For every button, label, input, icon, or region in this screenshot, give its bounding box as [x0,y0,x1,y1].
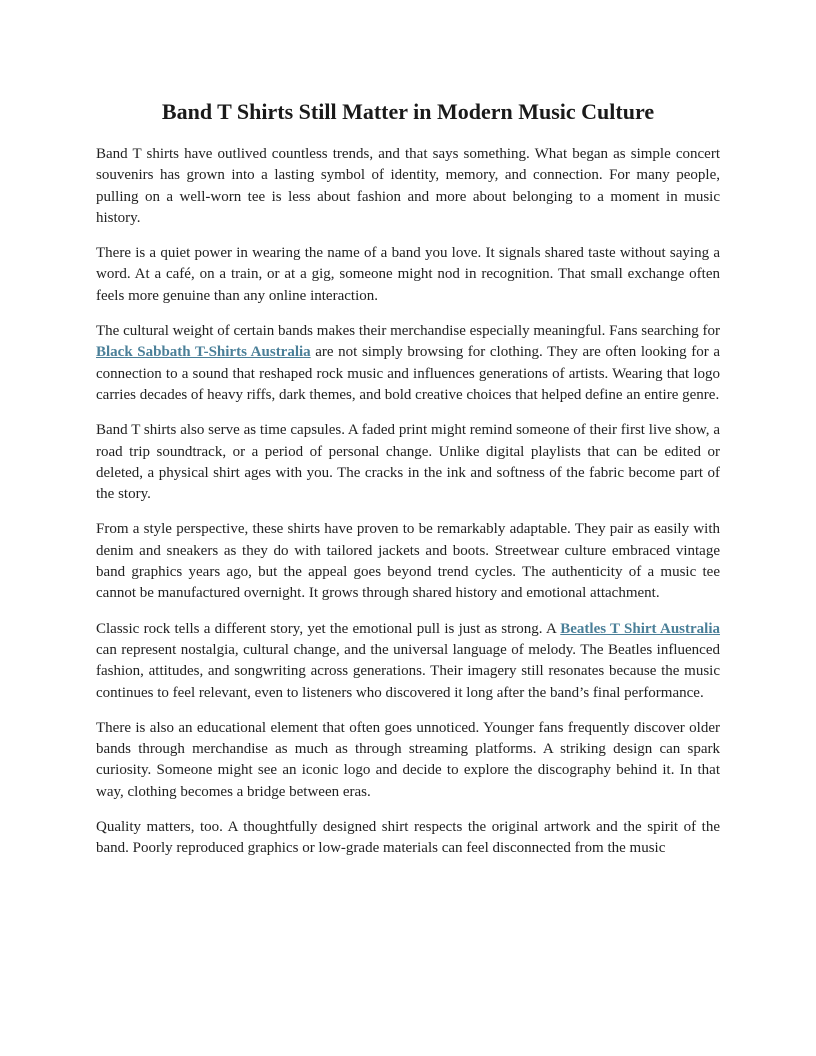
paragraph-6-text-after: can represent nostalgia, cultural change, and the universal language of melody. The Beatles influenced fashion, attitudes, and songwriting across generations. Their imagery still resonates because the music continues to feel relevant, even to listeners who discovered it long after the band’s final performance. [96,641,720,701]
paragraph-3-text-before: The cultural weight of certain bands makes their merchandise especially meaningful. Fans searching for [96,323,720,340]
paragraph-1: Band T shirts have outlived countless trends, and that says something. What began as simple concert souvenirs has grown into a lasting symbol of identity, memory, and connection. For many people, pulling on a well-worn tee is less about fashion and more about belonging to a moment in music history. [96,146,720,226]
article-body [96,144,720,874]
black-sabbath-tshirts-link[interactable]: Black Sabbath T-Shirts Australia [96,344,311,361]
paragraph-5: From a style perspective, these shirts have proven to be remarkably adaptable. They pair as easily with denim and sneakers as they do with tailored jackets and boots. Streetwear culture embraced vintage band graphics years ago, but the appeal goes beyond trend cycles. The authenticity of a music tee cannot be manufactured overnight. It grows through shared history and emotional attachment. [96,521,720,602]
beatles-tshirt-link[interactable]: Beatles T Shirt Australia [560,620,720,637]
paragraph-6-text-before: Classic rock tells a different story, yet the emotional pull is just as strong. A [96,620,561,637]
paragraph-7: There is also an educational element that often goes unnoticed. Younger fans frequently discover older bands through merchandise as much as through streaming platforms. A striking design can spark curiosity. Someone might see an iconic logo and decide to explore the discography behind it. In that way, clothing becomes a bridge between eras. [96,719,720,800]
page-title: Band T Shirts Still Matter in Modern Music Culture [161,99,655,124]
paragraph-4: Band T shirts also serve as time capsules. A faded print might remind someone of their first live show, a road trip soundtrack, or a period of personal change. Unlike digital playlists that can be edited or deleted, a physical shirt ages with you. The cracks in the ink and softness of the fabric become part of the story. [96,422,720,503]
paragraph-6 [96,619,720,704]
paragraph-8: Quality matters, too. A thoughtfully designed shirt respects the original artwork and the spirit of the band. Poorly reproduced graphics or low-grade materials can feel disconnected from the music [96,819,720,857]
paragraph-2: There is a quiet power in wearing the name of a band you love. It signals shared taste without saying a word. At a café, on a train, or at a gig, someone might nod in recognition. That small exchange often feels more genuine than any online interaction. [96,245,720,304]
paragraph-3 [96,321,720,406]
paragraph-3-text-after: are not simply browsing for clothing. They are often looking for a connection to a sound that reshaped rock music and influences generations of artists. Wearing that logo carries decades of heavy riffs, dark themes, and bold creative choices that helped define an entire genre. [96,344,721,403]
